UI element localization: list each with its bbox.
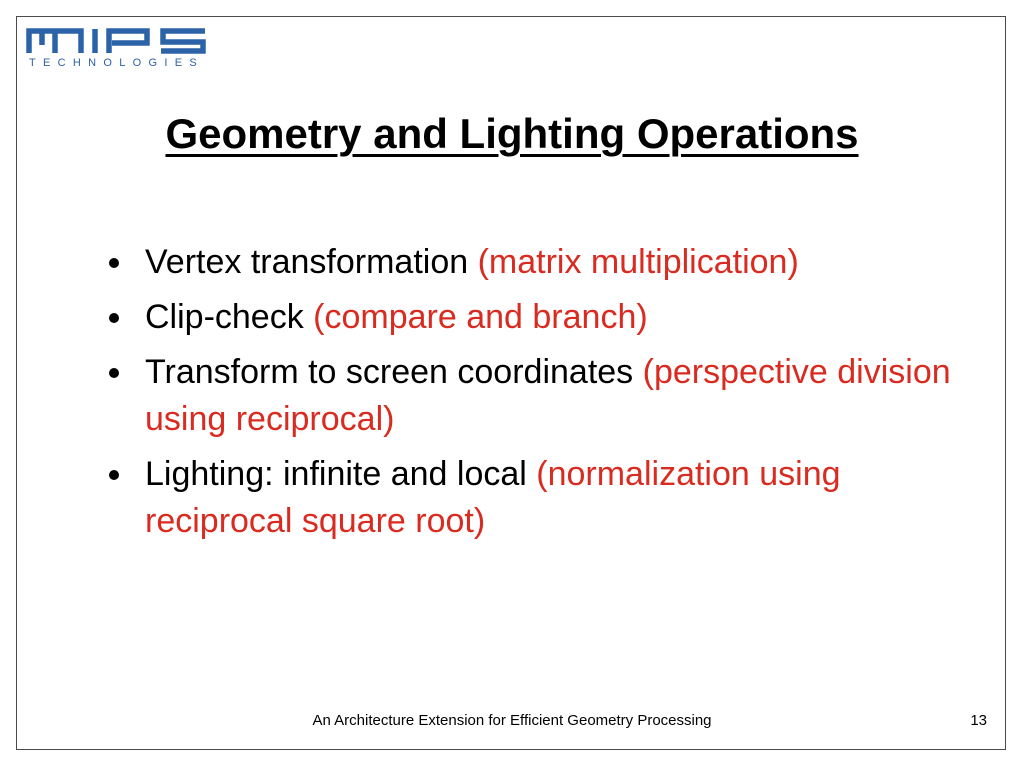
- logo-subtitle: TECHNOLOGIES: [29, 57, 205, 69]
- bullet-item: [99, 239, 979, 286]
- slide-title: [17, 110, 1007, 158]
- slide-title-text: Geometry and Lighting Operations: [165, 110, 859, 157]
- bullet-item: [99, 349, 979, 443]
- bullet-text: Transform to screen coordinates: [145, 353, 643, 391]
- bullet-dot-icon: [109, 368, 119, 378]
- page-number: 13: [970, 712, 987, 729]
- bullet-detail: (compare and branch): [313, 298, 648, 336]
- bullet-dot-icon: [109, 258, 119, 268]
- bullet-detail: (perspective division using reciprocal): [145, 353, 951, 438]
- bullet-text: Vertex transformation: [145, 243, 478, 281]
- bullet-dot-icon: [109, 313, 119, 323]
- bullet-item: [99, 294, 979, 341]
- bullet-text: Lighting: infinite and local: [145, 455, 537, 493]
- footer-text: An Architecture Extension for Efficient Geometry Processing: [312, 712, 712, 729]
- bullet-list: [99, 239, 979, 553]
- mips-logo: [25, 25, 209, 77]
- bullet-item: [99, 451, 979, 545]
- bullet-text: Clip-check: [145, 298, 314, 336]
- mips-logo-mark: [25, 25, 209, 55]
- slide: [16, 16, 1006, 750]
- bullet-detail: (matrix multiplication): [477, 243, 799, 281]
- bullet-dot-icon: [109, 470, 119, 480]
- bullet-detail: (normalization using reciprocal square root): [145, 455, 841, 540]
